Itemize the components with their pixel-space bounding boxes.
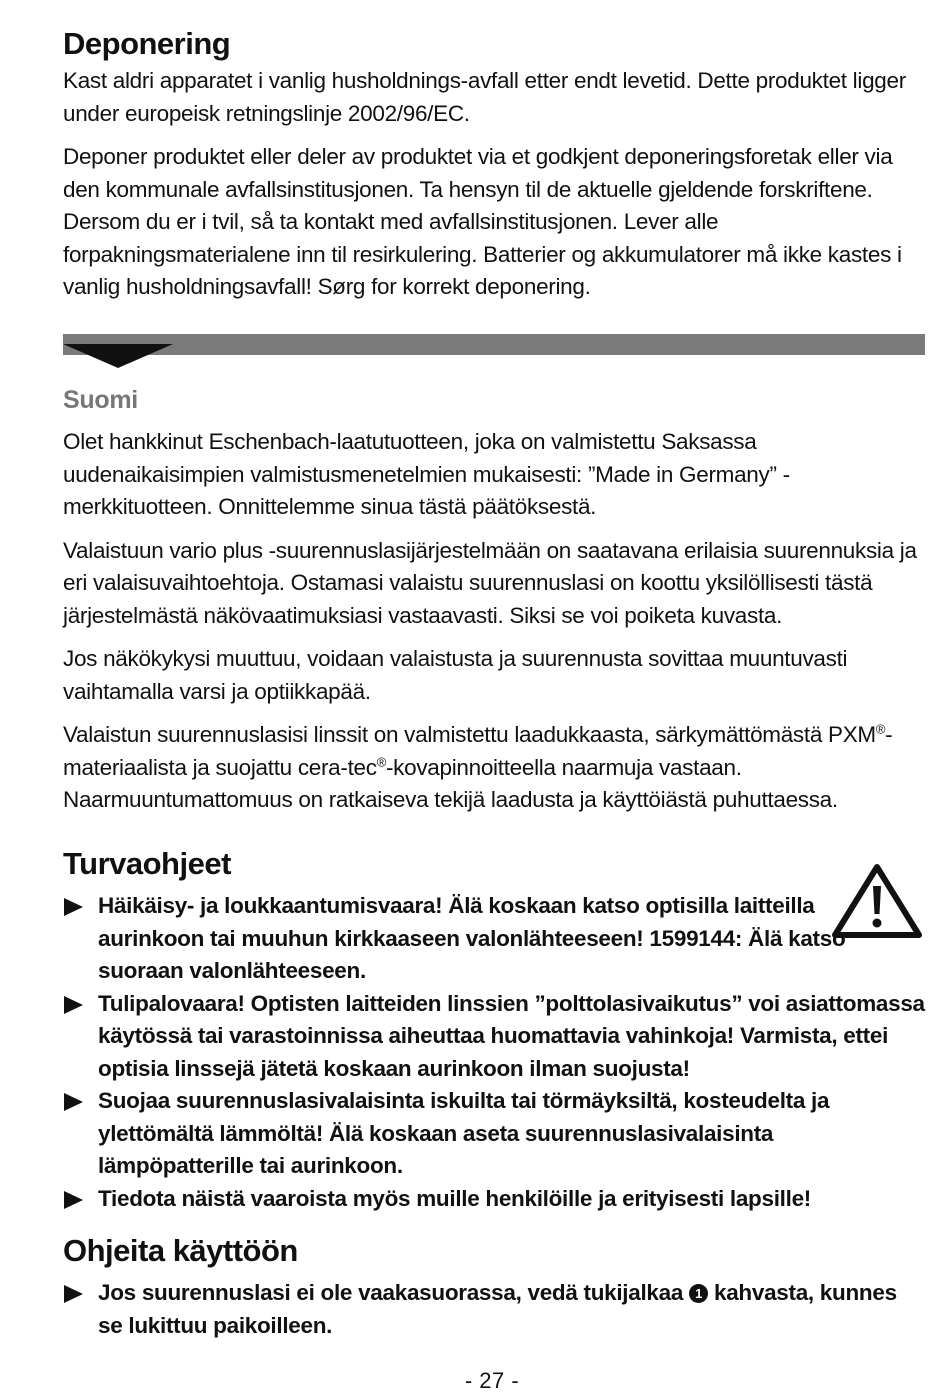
- list-item-text: Jos suurennuslasi ei ole vaakasuorassa, vedä tukijalkaa: [98, 1280, 684, 1305]
- section-deponering: [63, 24, 925, 304]
- bullet-arrow-icon: [64, 996, 83, 1014]
- bullet-arrow-icon: [64, 1093, 83, 1111]
- page-number: - 27 -: [464, 1368, 520, 1393]
- section-divider-bar: [63, 334, 925, 355]
- bullet-arrow-icon: [64, 898, 83, 916]
- bullet-arrow-icon: [64, 1191, 83, 1209]
- list-item: [63, 988, 925, 1086]
- paragraph: [63, 719, 925, 817]
- page: [63, 24, 925, 1338]
- language-heading: Suomi: [63, 386, 138, 414]
- paragraph: Deponer produktet eller deler av produktet via et godkjent deponeringsforetak eller via den kommunale avfallsinstitusjonen. Ta hensyn til de aktuelle gjeldende forskriftene. Dersom du er i tvil, så ta kontakt med avfallsinstitusjonen. Lever alle forpakningsmaterialene inn til resirkulering. Batterier og akkumulatorer må ikke kastes i vanlig husholdningsavfall! Sørg for korrekt deponering.: [63, 144, 902, 299]
- list-item: [63, 890, 925, 988]
- paragraph: Kast aldri apparatet i vanlig husholdnings-avfall etter endt levetid. Dette produktet ligger under europeisk retningslinje 2002/96/EC.: [63, 68, 906, 126]
- section-turvaohjeet: [63, 844, 925, 1215]
- section-title-deponering: Deponering: [63, 26, 231, 61]
- text-run: -materiaalista ja suojattu cera-tec: [63, 722, 893, 780]
- text-run: -kovapinnoitteella naarmuja vastaan. Naarmuuntumattomuus on ratkaiseva tekijä laadusta ja käyttöiästä puhuttaessa.: [63, 754, 838, 812]
- section-suomi: [63, 426, 925, 828]
- bullet-arrow-icon: [64, 1285, 83, 1303]
- paragraph: Olet hankkinut Eschenbach-laatutuotteen, joka on valmistettu Saksassa uudenaikaisimpien valmistusmenetelmien mukaisesti: ”Made in Germany” -merkkituotteen. Onnittelemme sinua tästä päätöksestä.: [63, 429, 790, 519]
- registered-mark: ®: [376, 754, 386, 769]
- safety-list: [63, 890, 925, 1215]
- list-item-text: kahvasta, kunnes se lukittuu paikoilleen.: [98, 1280, 897, 1338]
- registered-mark: ®: [875, 721, 886, 737]
- section-ohjeita: [63, 1231, 925, 1342]
- number-circle-icon: 1: [689, 1284, 708, 1303]
- list-item: [63, 1277, 925, 1342]
- paragraph: Valaistuun vario plus -suurennuslasijärjestelmään on saatavana erilaisia suurennuksia ja eri valaisuvaihtoehtoja. Ostamasi valaistu suurennuslasi on koottu yksilöllisesti tästä järjestelmästä näkövaatimuksiasi vastaavasti. Siksi se voi poiketa kuvasta.: [63, 537, 917, 628]
- text-run: Valaistun suurennuslasisi linssit on valmistettu laadukkaasta, särkymättömästä PXM: [63, 722, 876, 747]
- list-item-text: Tulipalovaara! Optisten laitteiden linssien ”polttolasivaikutus” voi asiattomassa käytössä tai varastoinnissa aiheuttaa huomattavia vahinkoja! Varmista, ettei optisia linssejä jätetä koskaan aurinkoon ilman suojusta!: [98, 990, 925, 1081]
- section-title-turvaohjeet: Turvaohjeet: [63, 846, 231, 881]
- usage-list: [63, 1277, 925, 1342]
- paragraph: Jos näkökykysi muuttuu, voidaan valaistusta ja suurennusta sovittaa muuntuvasti vaihtamalla varsi ja optiikkapää.: [63, 646, 848, 704]
- list-item-text: Tiedota näistä vaaroista myös muille henkilöille ja erityisesti lapsille!: [98, 1185, 811, 1211]
- list-item-text: Häikäisy- ja loukkaantumisvaara! Älä koskaan katso optisilla laitteilla aurinkoon tai muuhun kirkkaaseen valonlähteeseen! 1599144: Älä katso suoraan valonlähteeseen.: [98, 893, 846, 983]
- list-item: [63, 1085, 925, 1183]
- divider-arrow-icon: [63, 334, 173, 368]
- list-item-text: Suojaa suurennuslasivalaisinta iskuilta tai törmäyksiltä, kosteudelta ja ylettömältä lämmöltä! Älä koskaan aseta suurennuslasivalaisinta lämpöpatterille tai aurinkoon.: [98, 1088, 830, 1178]
- section-title-ohjeita: Ohjeita käyttöön: [63, 1233, 298, 1268]
- list-item: [63, 1183, 925, 1216]
